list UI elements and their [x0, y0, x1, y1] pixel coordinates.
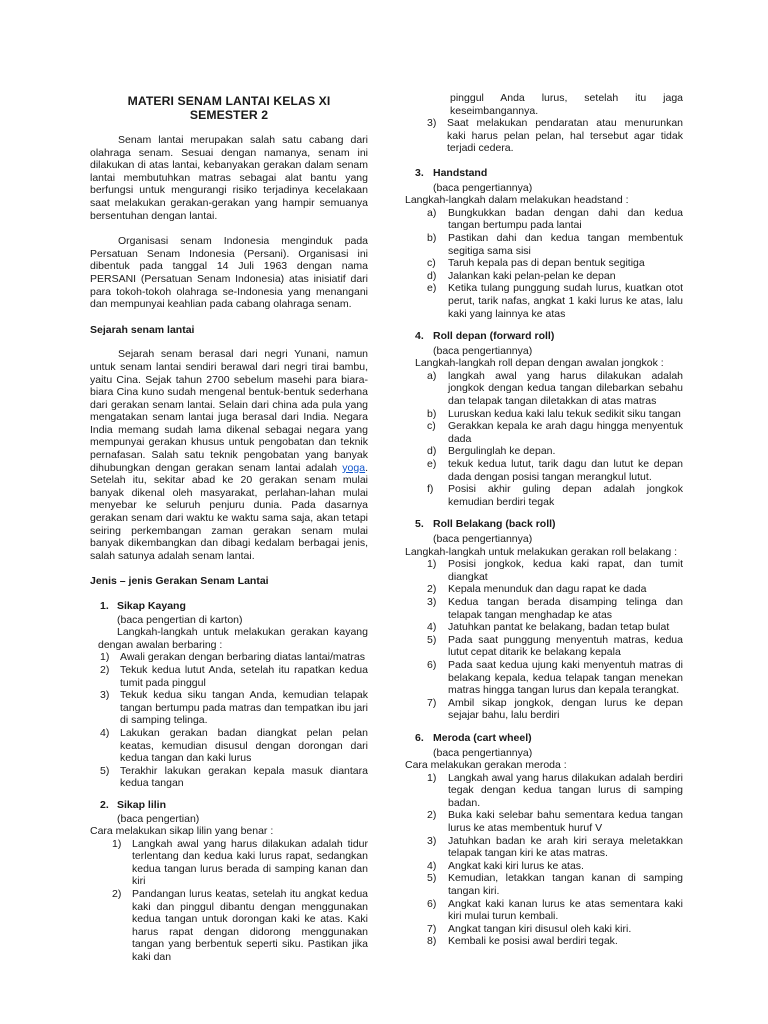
document-title [90, 94, 368, 122]
step-item [427, 483, 683, 508]
section-meroda [405, 732, 683, 948]
yoga-link[interactable]: yoga [342, 461, 366, 474]
step-text: Jalankan kaki pelan-pelan ke depan [448, 269, 616, 282]
step-text: Langkah awal yang harus dilakukan adalah berdiri tegak dengan kedua tangan lurus di samping badan. [448, 771, 683, 809]
step-text: Pastikan dahi dan kedua tangan membentuk segitiga sama sisi [448, 231, 683, 257]
step-item [427, 117, 683, 155]
section-number: 4. [415, 330, 424, 343]
title-line-2: SEMESTER 2 [189, 108, 269, 122]
step-marker: 3) [100, 689, 110, 702]
step-marker: 2) [112, 888, 122, 901]
step-item [427, 445, 683, 458]
section-roll-belakang [405, 518, 683, 722]
step-text: Saat melakukan pendaratan atau menurunkan kaki harus pelan pelan, hal tersebut agar tidak terjadi cedera. [447, 117, 683, 155]
step-text: Posisi akhir guling depan adalah jongkok kemudian berdiri tegak [448, 483, 683, 508]
step-marker: 6) [427, 897, 437, 910]
step-list [405, 558, 683, 722]
step-item [427, 935, 683, 948]
lilin-step-2-cont: pinggul Anda lurus, setelah itu jaga keseimbangannya. [450, 92, 683, 117]
step-marker: 3) [427, 117, 437, 130]
step-text: Gerakkan kepala ke arah dagu hingga menyentuk dada [448, 420, 683, 445]
step-list [90, 838, 368, 964]
step-list [405, 772, 683, 948]
step-marker: a) [427, 369, 437, 382]
step-marker: c) [427, 420, 436, 433]
section-lead: Cara melakukan sikap lilin yang benar : [90, 825, 274, 838]
step-text: Jatuhkan pantat ke belakang, badan tetap bulat [448, 621, 670, 634]
step-item [112, 838, 368, 888]
intro-paragraph-2: Organisasi senam Indonesia menginduk pada Persatuan Senam Indonesia (Persani). Organisasi ini dibentuk pada tanggal 14 Juli 1963 dengan nama PERSANI (Persatuan Senam Indonesia) atas inisiatif dari para tokoh-tokoh olahraga se-Indonesia yang menangani dan mempunyai keahlian pada cabang olahraga senam. [90, 235, 368, 311]
section-note: (baca pengertiannya) [433, 746, 533, 759]
history-text-a: Sejarah senam berasal dari negri Yunani, namun untuk senam lantai sendiri berawal dari negri tirai bambu, yaitu Cina. Sejak tahun 2700 sebelum masehi para biara-biara Cina kuno sudah mengenal bentuk-bentuk sederhana dari gerakan senam lantai. Selain dari china ada pula yang mengatakan senam lantai juga berasal dari India. Negara India memang sudah lama dikenal sebagai negara yang mempunyai gerakan khusus untuk pengobatan dan teknik pernafasan. Salah satu teknik pengobatan yang banyak dihubungkan dengan gerakan senam lantai adalah [90, 348, 368, 474]
step-item [100, 765, 368, 790]
step-marker: b) [427, 407, 437, 420]
step-item [427, 923, 683, 936]
step-text: Angkat kaki kiri lurus ke atas. [448, 859, 584, 872]
section-title: Handstand [433, 166, 488, 179]
step-list [405, 370, 683, 509]
step-item [427, 596, 683, 621]
section-number: 3. [415, 166, 424, 179]
step-text: Terakhir lakukan gerakan kepala masuk diantara kedua tangan [120, 764, 368, 790]
section-sikap-kayang [90, 600, 368, 790]
step-item [427, 621, 683, 634]
step-item [427, 420, 683, 445]
step-marker: f) [427, 483, 434, 496]
step-item [100, 664, 368, 689]
section-lead: Langkah-langkah dalam melakukan headstand : [405, 194, 629, 207]
step-marker: 7) [427, 922, 437, 935]
step-marker: 1) [100, 651, 110, 664]
section-number: 2. [100, 798, 109, 811]
section-title: Meroda (cart wheel) [433, 731, 532, 744]
intro-paragraph-1: Senam lantai merupakan salah satu cabang dari olahraga senam. Sesuai dengan namanya, senam ini dilakukan di atas lantai, kebanyakan gerakan dalam senam lantai membutuhkan matras sebagai alat bantu yang berfungsi untuk mengurangi risiko terjadinya kecelakaan saat melakukan gerakan-gerakan yang hampir semuanya bersentuhan dengan lantai. [90, 134, 368, 222]
section-note: (baca pengertian) [117, 812, 200, 825]
step-text: Pandangan lurus keatas, setelah itu angkat kedua kaki dan pinggul dibantu dengan menggunakan kedua tangan untuk dorongan kaki ke atas. Kaki harus rapat dengan didorong menggunakan tangan yang berbentuk seperti siku. Pastikan jika kaki dan [132, 888, 368, 964]
step-text: Awali gerakan dengan berbaring diatas lantai/matras [120, 651, 365, 664]
step-text: Kepala menunduk dan dagu rapat ke dada [448, 583, 647, 596]
step-text: Pada saat punggung menyentuh matras, kedua lutut cepat ditarik ke belakang kepala [448, 633, 683, 659]
section-title: Roll depan (forward roll) [433, 330, 555, 343]
step-item [427, 282, 683, 320]
step-text: Buka kaki selebar bahu sementara kedua tangan lurus ke atas membentuk huruf V [448, 809, 683, 835]
step-marker: 8) [427, 935, 437, 948]
section-number: 1. [100, 600, 109, 612]
section-heading [405, 167, 683, 180]
step-marker: 2) [427, 809, 437, 822]
step-item [100, 651, 368, 664]
step-marker: 5) [427, 633, 437, 646]
step-item [427, 697, 683, 722]
step-text: Tekuk kedua lutut Anda, setelah itu rapatkan kedua tumit pada pinggul [120, 663, 368, 689]
step-marker: 1) [427, 558, 437, 571]
types-heading: Jenis – jenis Gerakan Senam Lantai [90, 575, 269, 588]
step-item [427, 860, 683, 873]
section-title: Sikap Kayang [117, 600, 186, 612]
step-text: Taruh kepala pas di depan bentuk segitiga [448, 257, 645, 270]
section-heading [405, 330, 683, 343]
step-item [427, 458, 683, 483]
section-note: (baca pengertian di karton) [117, 613, 243, 626]
section-lead: Langkah-langkah untuk melakukan gerakan kayang [117, 626, 368, 639]
step-item [427, 872, 683, 897]
section-note: (baca pengertiannya) [433, 344, 533, 357]
step-text: Tekuk kedua siku tangan Anda, kemudian telapak tangan bertumpu pada matras dan tempatkan ibu jari di samping telinga. [120, 689, 368, 727]
step-item [427, 558, 683, 583]
step-item [427, 898, 683, 923]
step-marker: 3) [427, 834, 437, 847]
step-marker: 2) [100, 663, 110, 676]
section-lead-cont: dengan awalan berbaring : [98, 638, 223, 651]
section-heading [90, 600, 368, 613]
step-item [427, 772, 683, 810]
section-lead: Cara melakukan gerakan meroda : [405, 759, 567, 772]
history-text-b: . Setelah itu, sekitar abad ke 20 gerakan senam mulai banyak dikenal oleh masyarakat, perlahan-lahan mulai menyebar ke seluruh penjuru dunia. Pada dasarnya gerakan senam dari waktu ke waktu sama saja, akan tetapi seiring perkembangan zaman gerakan senam mulai banyak dikembangkan dan dibagi kedalam berbagai jenis, salah satunya adalah senam lantai. [90, 461, 368, 562]
step-marker: 6) [427, 658, 437, 671]
right-column [405, 92, 683, 948]
step-list [90, 651, 368, 790]
history-paragraph [90, 348, 368, 562]
history-heading: Sejarah senam lantai [90, 323, 195, 336]
step-item [100, 727, 368, 765]
step-marker: 5) [100, 764, 110, 777]
section-lead: Langkah-langkah untuk melakukan gerakan roll belakang : [405, 545, 678, 558]
step-marker: d) [427, 445, 437, 458]
step-item [427, 257, 683, 270]
step-text: Jatuhkan badan ke arah kiri seraya meletakkan telapak tangan kiri ke atas matras. [448, 834, 683, 860]
step-item [427, 232, 683, 257]
step-text: Luruskan kedua kaki lalu tekuk sedikit siku tangan [448, 407, 681, 420]
step-text: tekuk kedua lutut, tarik dagu dan lutut ke depan dada dengan posisi tangan merangkul lutut. [448, 458, 683, 483]
step-item [427, 809, 683, 834]
step-text: Pada saat kedua ujung kaki menyentuh matras di belakang kepala, kedua telapak tangan menekan matras hingga tangan lurus dan kepala terangkat. [448, 658, 683, 697]
step-text: Kemudian, letakkan tangan kanan di samping tangan kiri. [448, 872, 683, 898]
section-title: Roll Belakang (back roll) [433, 518, 556, 531]
step-text: Posisi jongkok, kedua kaki rapat, dan tumit diangkat [448, 558, 683, 583]
left-column [90, 94, 368, 964]
step-marker: c) [427, 257, 436, 270]
step-item [427, 583, 683, 596]
step-text: Lakukan gerakan badan diangkat pelan pelan keatas, kemudian disusul dengan dorongan dari kedua tangan dan kaki lurus [120, 726, 368, 765]
section-heading [405, 518, 683, 531]
step-marker: a) [427, 206, 437, 219]
step-text: Kedua tangan berada disamping telinga dan telapak tangan menghadap ke atas [448, 595, 683, 621]
step-text: Bergulinglah ke depan. [448, 445, 556, 458]
section-heading [90, 799, 368, 812]
step-item [112, 888, 368, 964]
step-text: Ambil sikap jongkok, dengan lurus ke depan sejajar bahu, lalu berdiri [448, 696, 683, 722]
step-list [405, 117, 683, 155]
step-marker: 4) [100, 726, 110, 739]
step-item [427, 370, 683, 408]
title-line-1: MATERI SENAM LANTAI KELAS XI [127, 94, 331, 108]
section-number: 5. [415, 518, 424, 531]
section-note: (baca pengertiannya) [433, 181, 533, 194]
step-marker: 3) [427, 595, 437, 608]
step-text: langkah awal yang harus dilakukan adalah jongkok dengan kedua tangan dilebarkan sebahu dan telapak tangan diletakkan di atas matras [448, 369, 683, 408]
step-item [427, 207, 683, 232]
step-text: Angkat kaki kanan lurus ke atas sementara kaki kiri mulai turun kembali. [448, 897, 683, 923]
step-item [100, 689, 368, 727]
section-lead: Langkah-langkah roll depan dengan awalan jongkok : [415, 357, 664, 370]
step-text: Angkat tangan kiri disusul oleh kaki kiri. [448, 922, 632, 935]
step-item [427, 634, 683, 659]
step-marker: 5) [427, 872, 437, 885]
step-item [427, 408, 683, 421]
section-title: Sikap lilin [117, 798, 167, 811]
step-marker: d) [427, 269, 437, 282]
step-text: Ketika tulang punggung sudah lurus, kuatkan otot perut, tarik nafas, angkat 1 kaki lurus ke atas, lalu kaki yang lainnya ke atas [448, 282, 683, 320]
step-marker: 4) [427, 859, 437, 872]
step-text: Kembali ke posisi awal berdiri tegak. [448, 935, 618, 948]
step-marker: 4) [427, 621, 437, 634]
step-item [427, 270, 683, 283]
step-item [427, 835, 683, 860]
section-roll-depan [405, 330, 683, 508]
section-heading [405, 732, 683, 745]
step-marker: 1) [112, 837, 122, 850]
step-marker: 2) [427, 583, 437, 596]
step-text: Langkah awal yang harus dilakukan adalah tidur terlentang dan kedua kaki lurus rapat, sedangkan kedua tangan lurus berada di samping kanan dan kiri [132, 837, 368, 888]
section-note: (baca pengertiannya) [433, 533, 533, 545]
section-sikap-lilin [90, 799, 368, 964]
step-marker: e) [427, 458, 437, 471]
step-text: Bungkukkan badan dengan dahi dan kedua tangan bertumpu pada lantai [448, 206, 683, 232]
step-marker: b) [427, 231, 437, 244]
step-marker: e) [427, 282, 437, 295]
step-list [405, 207, 683, 320]
step-marker: 7) [427, 696, 437, 709]
step-item [427, 659, 683, 697]
section-handstand [405, 167, 683, 320]
section-number: 6. [415, 731, 424, 744]
step-marker: 1) [427, 771, 437, 784]
